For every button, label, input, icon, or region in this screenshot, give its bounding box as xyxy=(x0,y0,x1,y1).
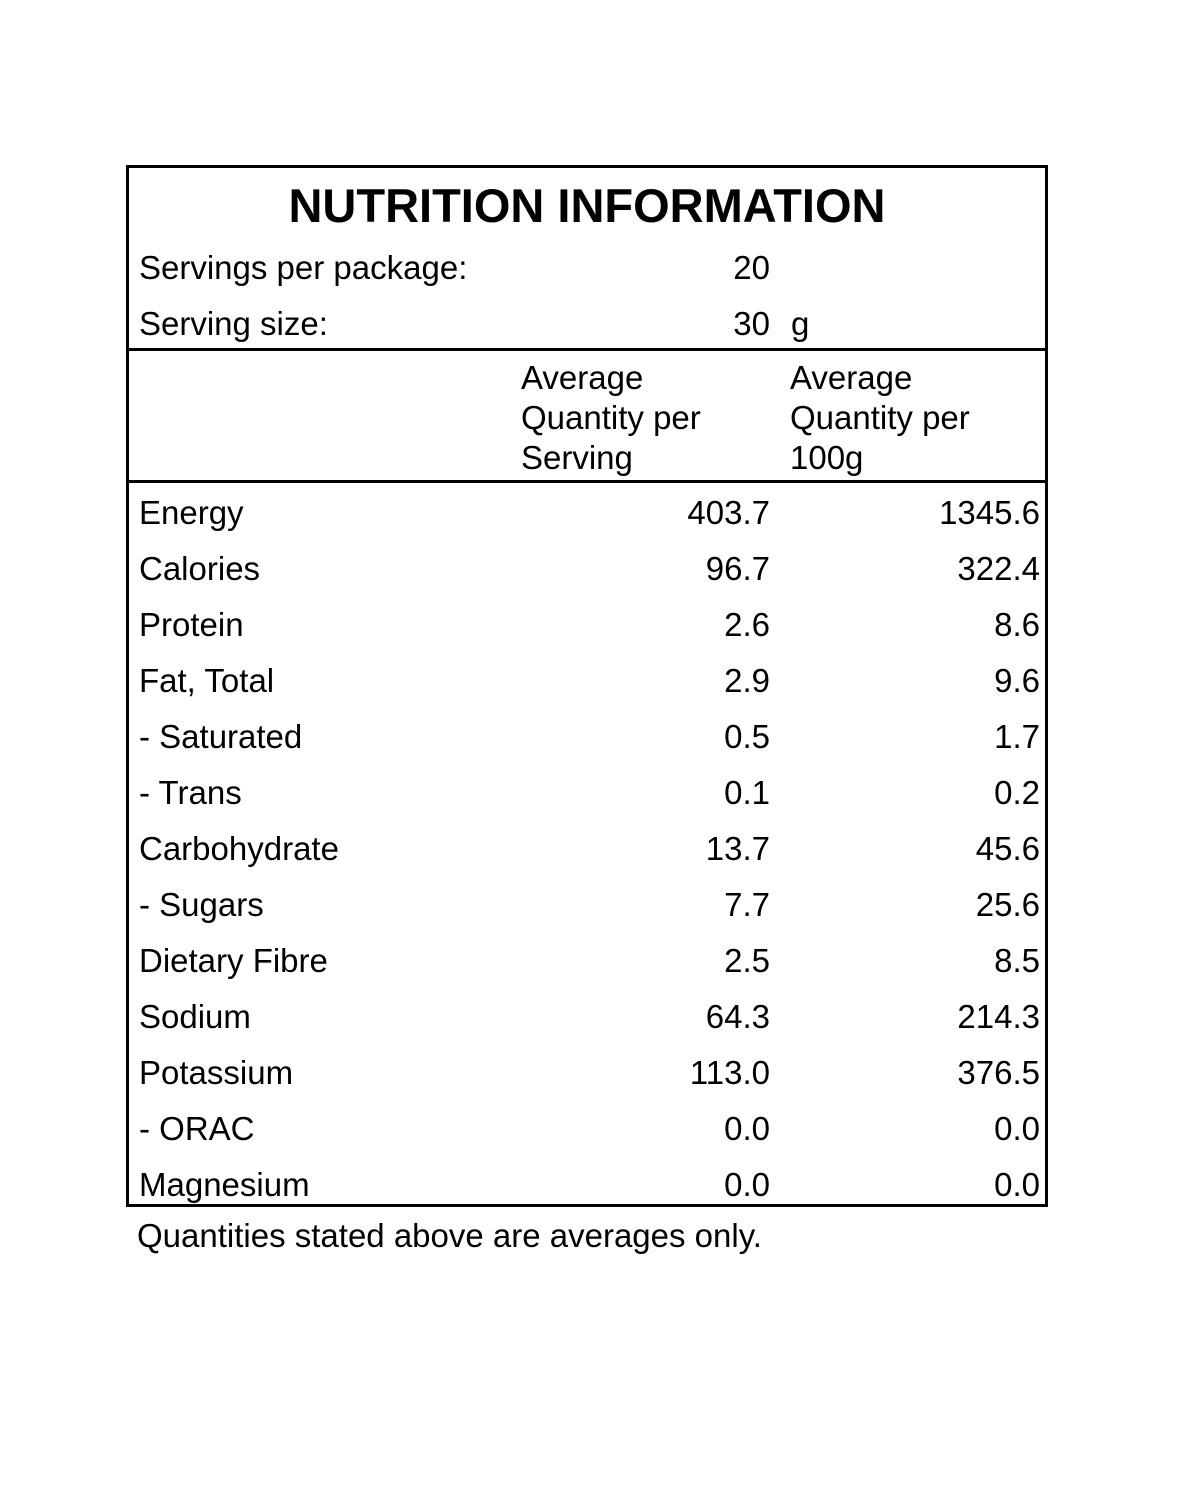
nutrient-row xyxy=(129,941,1045,981)
per-100g-value: 45.6 xyxy=(975,830,1040,867)
per-serving-value: 113.0 xyxy=(689,1054,770,1091)
divider-header xyxy=(129,480,1045,483)
per-100g-value: 25.6 xyxy=(975,886,1040,923)
per-serving-value: 0.0 xyxy=(724,1110,770,1147)
nutrient-label: - ORAC xyxy=(139,1110,255,1147)
column-header-per-100g xyxy=(790,358,1040,478)
nutrient-row xyxy=(129,1109,1045,1149)
nutrient-label: - Sugars xyxy=(139,886,264,923)
serving-size-label: Serving size: xyxy=(139,305,328,342)
per-100g-value: 0.0 xyxy=(994,1166,1040,1203)
nutrient-row xyxy=(129,717,1045,757)
nutrient-row xyxy=(129,549,1045,589)
per-100g-value: 9.6 xyxy=(994,662,1040,699)
nutrient-label: - Saturated xyxy=(139,718,303,755)
per-serving-value: 0.1 xyxy=(724,774,770,811)
per-100g-value: 0.0 xyxy=(994,1110,1040,1147)
nutrient-label: Magnesium xyxy=(139,1166,310,1203)
nutrient-label: Carbohydrate xyxy=(139,830,339,867)
servings-per-package-label: Servings per package: xyxy=(139,249,468,286)
nutrient-label: Fat, Total xyxy=(139,662,275,699)
per-serving-value: 2.5 xyxy=(724,942,770,979)
per-100g-value: 1.7 xyxy=(994,718,1040,755)
servings-per-package-row xyxy=(129,248,1045,288)
nutrient-label: Energy xyxy=(139,494,244,531)
column-header-line: Serving xyxy=(521,439,633,476)
nutrient-row xyxy=(129,661,1045,701)
nutrient-row xyxy=(129,605,1045,645)
column-header-line: 100g xyxy=(790,439,864,476)
nutrient-row xyxy=(129,1053,1045,1093)
nutrient-label: Protein xyxy=(139,606,244,643)
serving-size-row xyxy=(129,304,1045,344)
per-serving-value: 0.5 xyxy=(724,718,770,755)
divider-servings xyxy=(129,348,1045,351)
per-serving-value: 2.6 xyxy=(724,606,770,643)
per-serving-value: 7.7 xyxy=(724,886,770,923)
per-100g-value: 322.4 xyxy=(957,550,1040,587)
per-100g-value: 214.3 xyxy=(957,998,1040,1035)
per-100g-value: 1345.6 xyxy=(939,494,1040,531)
serving-size-unit: g xyxy=(791,305,810,342)
nutrient-row xyxy=(129,997,1045,1037)
per-100g-value: 376.5 xyxy=(957,1054,1040,1091)
nutrient-row xyxy=(129,829,1045,869)
nutrition-panel xyxy=(126,165,1048,1207)
panel-title: NUTRITION INFORMATION xyxy=(288,179,886,232)
column-header-line: Quantity per xyxy=(790,399,970,436)
nutrient-label: Sodium xyxy=(139,998,251,1035)
column-header-line: Quantity per xyxy=(521,399,701,436)
per-100g-value: 8.5 xyxy=(994,942,1040,979)
per-100g-value: 8.6 xyxy=(994,606,1040,643)
per-100g-value: 0.2 xyxy=(994,774,1040,811)
per-serving-value: 13.7 xyxy=(705,830,770,867)
serving-size-value: 30 xyxy=(733,305,770,342)
nutrient-label: Calories xyxy=(139,550,261,587)
nutrient-row xyxy=(129,885,1045,925)
per-serving-value: 2.9 xyxy=(724,662,770,699)
per-serving-value: 0.0 xyxy=(724,1166,770,1203)
per-serving-value: 403.7 xyxy=(687,494,770,531)
column-header-per-serving xyxy=(521,358,771,478)
column-header-line: Average xyxy=(521,359,644,396)
nutrient-label: Dietary Fibre xyxy=(139,942,328,979)
nutrient-label: Potassium xyxy=(139,1054,294,1091)
per-serving-value: 64.3 xyxy=(705,998,770,1035)
nutrient-row xyxy=(129,493,1045,533)
nutrient-row xyxy=(129,773,1045,813)
footnote: Quantities stated above are averages only. xyxy=(137,1217,762,1254)
nutrient-label: - Trans xyxy=(139,774,242,811)
column-header-line: Average xyxy=(790,359,913,396)
servings-per-package-value: 20 xyxy=(733,249,770,286)
per-serving-value: 96.7 xyxy=(705,550,770,587)
nutrient-row xyxy=(129,1165,1045,1205)
